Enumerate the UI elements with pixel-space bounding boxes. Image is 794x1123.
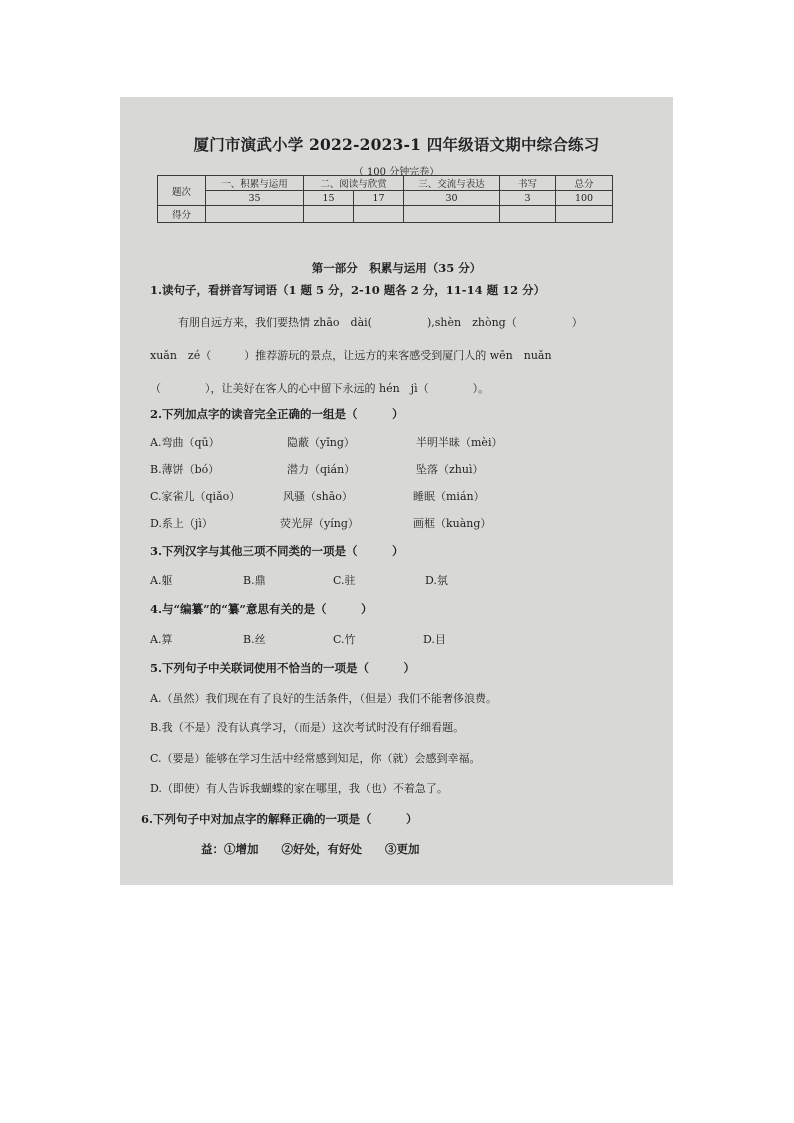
section-label-5: 总分 [556, 176, 613, 191]
q3-stem: 3.下列汉字与其他三项不同类的一项是（ ） [150, 544, 404, 558]
q2-row-b-1: B.薄饼（bó） [150, 463, 220, 476]
q2-row-a-1: A.弯曲（qū） [150, 436, 220, 449]
section-label-2: 二、阅读与欣赏 [304, 176, 404, 191]
section-score-2b: 17 [354, 191, 404, 206]
q3-option-b: B.鼎 [243, 574, 266, 587]
row-label-title: 题次 [158, 176, 206, 206]
q1-line-2: xuǎn zé（ ）推荐游玩的景点，让远方的来客感受到厦门人的 wēn nuǎn [150, 349, 552, 362]
q2-row-c-3: 睡眠（mián） [413, 490, 485, 503]
q5-option-b: B.我（不是）没有认真学习，（而是）这次考试时没有仔细看题。 [150, 721, 465, 734]
score-cell-3 [404, 206, 500, 223]
section-score-5: 100 [556, 191, 613, 206]
score-cell-1 [206, 206, 304, 223]
q1-line-3: （ ），让美好在客人的心中留下永远的 hén jì（ ）。 [150, 382, 490, 395]
q4-stem: 4.与“编纂”的“纂”意思有关的是（ ） [150, 602, 373, 616]
section-score-3: 30 [404, 191, 500, 206]
q6-definition: 益：①增加 ②好处，有好处 ③更加 [201, 842, 420, 856]
q4-option-b: B.丝 [243, 633, 266, 646]
q2-row-d-3: 画框（kuàng） [413, 517, 492, 530]
q3-option-c: C.驻 [333, 574, 356, 587]
q2-row-a-2: 隐蔽（yǐng） [287, 436, 355, 449]
exam-title: 厦门市演武小学 2022-2023-1 四年级语文期中综合练习 [193, 135, 600, 154]
exam-subtitle: （ 100 分钟完卷） [353, 167, 440, 178]
q5-option-d: D.（即使）有人告诉我蝴蝶的家在哪里，我（也）不着急了。 [150, 782, 448, 795]
q4-option-a: A.算 [150, 633, 173, 646]
exam-paper [120, 97, 673, 885]
score-cell-2a [304, 206, 354, 223]
part-header: 第一部分 积累与运用（35 分） [311, 261, 482, 275]
score-cell-5 [556, 206, 613, 223]
q6-stem: 6.下列句子中对加点字的解释正确的一项是（ ） [141, 812, 418, 826]
q1-stem: 1.读句子，看拼音写词语（1 题 5 分，2-10 题各 2 分，11-14 题 12 分） [150, 283, 546, 297]
q2-row-c-1: C.家雀儿（qiǎo） [150, 490, 241, 503]
q3-option-d: D.氛 [425, 574, 448, 587]
q2-row-c-2: 风骚（shāo） [283, 490, 353, 503]
q3-option-a: A.躯 [150, 574, 173, 587]
q2-row-b-3: 坠落（zhuì） [416, 463, 484, 476]
score-table [157, 175, 613, 223]
q2-row-b-2: 潜力（qián） [287, 463, 356, 476]
q5-stem: 5.下列句子中关联词使用不恰当的一项是（ ） [150, 661, 416, 675]
q4-option-c: C.竹 [333, 633, 356, 646]
q2-row-a-3: 半明半昧（mèi） [416, 436, 503, 449]
section-label-1: 一、积累与运用 [206, 176, 304, 191]
section-score-4: 3 [500, 191, 556, 206]
section-score-2a: 15 [304, 191, 354, 206]
section-label-3: 三、交流与表达 [404, 176, 500, 191]
q2-row-d-1: D.系上（jì） [150, 517, 213, 530]
q5-option-c: C.（要是）能够在学习生活中经常感到知足，你（就）会感到幸福。 [150, 752, 481, 765]
row-label-score: 得分 [158, 206, 206, 223]
score-cell-2b [354, 206, 404, 223]
section-score-1: 35 [206, 191, 304, 206]
score-cell-4 [500, 206, 556, 223]
section-label-4: 书写 [500, 176, 556, 191]
q4-option-d: D.目 [423, 633, 446, 646]
q2-stem: 2.下列加点字的读音完全正确的一组是（ ） [150, 407, 404, 421]
q5-option-a: A.（虽然）我们现在有了良好的生活条件，（但是）我们不能奢侈浪费。 [150, 692, 497, 705]
q2-row-d-2: 荧光屏（yíng） [280, 517, 359, 530]
q1-line-1: 有朋自远方来，我们要热情 zhāo dài( ),shèn zhòng（ ） [178, 316, 583, 329]
